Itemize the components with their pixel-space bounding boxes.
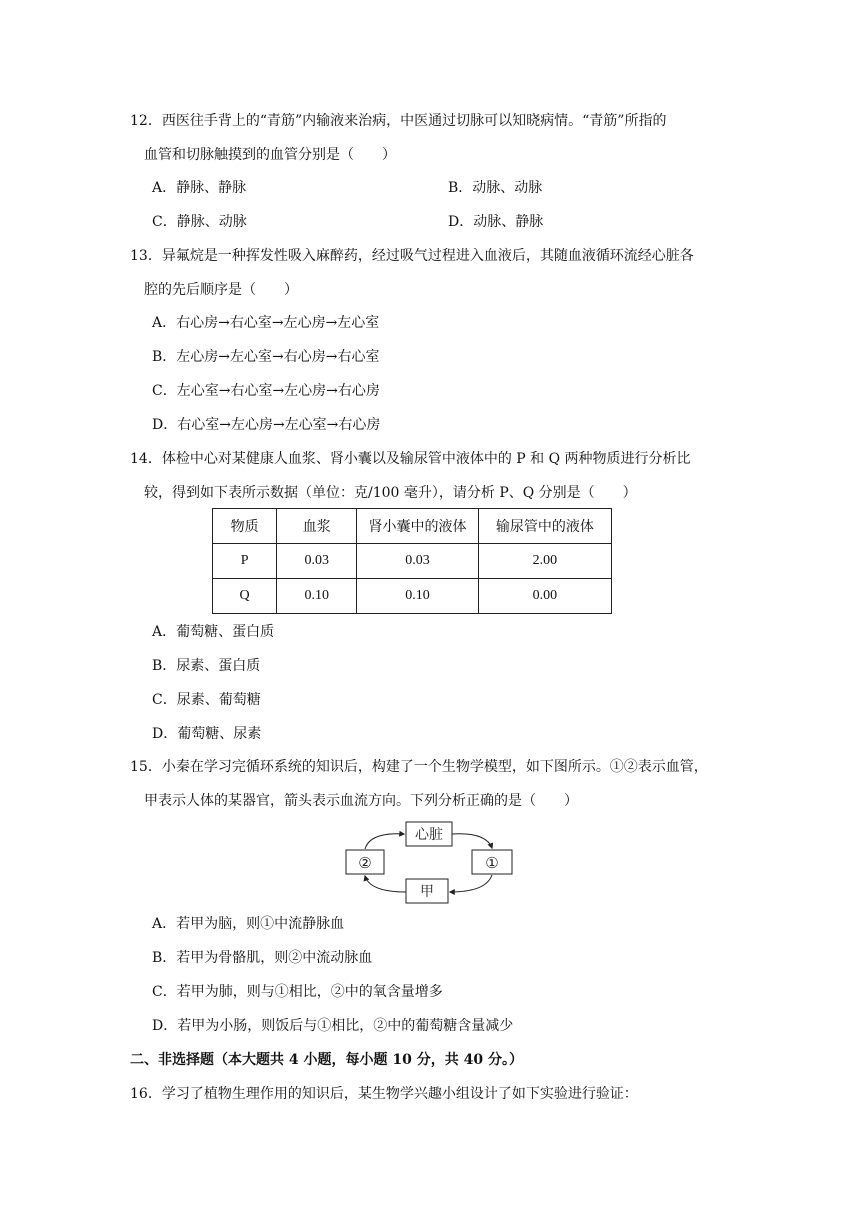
organ-jia-label: 甲 [420, 884, 434, 900]
q12-option-d: D．动脉、静脉 [448, 214, 544, 230]
table-header-cell: 物质 [213, 509, 277, 544]
q15-stem-line1: 15．小秦在学习完循环系统的知识后，构建了一个生物学模型，如下图所示。①②表示血管， [130, 759, 708, 775]
q14-option-d: D．葡萄糖、尿素 [152, 726, 262, 742]
table-cell: P [213, 544, 277, 579]
q15-stem-line2: 甲表示人体的某器官，箭头表示血流方向。下列分析正确的是（ ） [144, 793, 578, 809]
q14-stem-line1: 14．体检中心对某健康人血浆、肾小囊以及输尿管中液体中的 P 和 Q 两种物质进行分析比 [130, 451, 691, 467]
q14-option-b: B．尿素、蛋白质 [152, 658, 261, 674]
table-row [213, 579, 612, 614]
vessel-1-label: ① [485, 854, 499, 872]
q12-option-b: B．动脉、动脉 [448, 180, 543, 196]
heart-label: 心脏 [415, 827, 443, 843]
q13-option-c: C．左心室→右心室→左心房→右心房 [152, 383, 380, 399]
q13-option-d: D．右心室→左心房→左心室→右心房 [152, 417, 381, 433]
q13-stem-line1: 13．异氟烷是一种挥发性吸入麻醉药，经过吸气过程进入血液后，其随血液循环流经心脏各 [130, 248, 694, 264]
q14-option-c: C．尿素、葡萄糖 [152, 692, 261, 708]
table-cell: 0.10 [277, 579, 357, 614]
table-header-cell: 血浆 [277, 509, 357, 544]
vessel-2-label: ② [358, 854, 372, 872]
table-header-cell: 肾小囊中的液体 [357, 509, 478, 544]
table-cell: 2.00 [478, 544, 611, 579]
q14-option-a: A．葡萄糖、蛋白质 [152, 624, 275, 640]
table-cell: 0.03 [277, 544, 357, 579]
table-cell: Q [213, 579, 277, 614]
table-header-cell: 输尿管中的液体 [478, 509, 611, 544]
q14-data-table [212, 508, 612, 614]
q14-stem-line2: 较，得到如下表所示数据（单位：克/100 毫升），请分析 P、Q 分别是（ ） [144, 485, 637, 501]
q13-stem-line2: 腔的先后顺序是（ ） [144, 282, 298, 298]
q15-option-a: A．若甲为脑，则①中流静脉血 [152, 916, 345, 932]
table-cell: 0.00 [478, 579, 611, 614]
table-header-row [213, 509, 612, 544]
arrow-jia-to-2 [365, 876, 406, 892]
q12-stem-line2: 血管和切脉触摸到的血管分别是（ ） [144, 147, 396, 163]
q12-stem-line1: 12．西医往手背上的“青筋”内输液来治病，中医通过切脉可以知晓病情。“青筋”所指的 [130, 113, 667, 129]
q12-option-c: C．静脉、动脉 [152, 214, 247, 230]
q15-option-c: C．若甲为肺，则与①相比，②中的氧含量增多 [152, 984, 443, 1000]
arrow-1-to-jia [450, 875, 492, 892]
section-2-heading: 二、非选择题（本大题共 4 小题，每小题 10 分，共 40 分。） [130, 1052, 523, 1068]
q13-option-a: A．右心房→右心室→左心房→左心室 [152, 315, 380, 331]
q15-option-d: D．若甲为小肠，则饭后与①相比，②中的葡萄糖含量减少 [152, 1018, 514, 1034]
q13-option-b: B．左心房→左心室→右心房→右心室 [152, 349, 380, 365]
table-cell: 0.10 [357, 579, 478, 614]
arrow-heart-to-1 [452, 834, 492, 848]
q16-stem-line1: 16．学习了植物生理作用的知识后，某生物学兴趣小组设计了如下实验进行验证： [130, 1086, 638, 1102]
q15-option-b: B．若甲为骨骼肌，则②中流动脉血 [152, 950, 373, 966]
circulation-model-diagram [340, 818, 520, 908]
arrow-2-to-heart [365, 834, 404, 849]
table-row [213, 544, 612, 579]
table-cell: 0.03 [357, 544, 478, 579]
q12-option-a: A．静脉、静脉 [152, 180, 247, 196]
